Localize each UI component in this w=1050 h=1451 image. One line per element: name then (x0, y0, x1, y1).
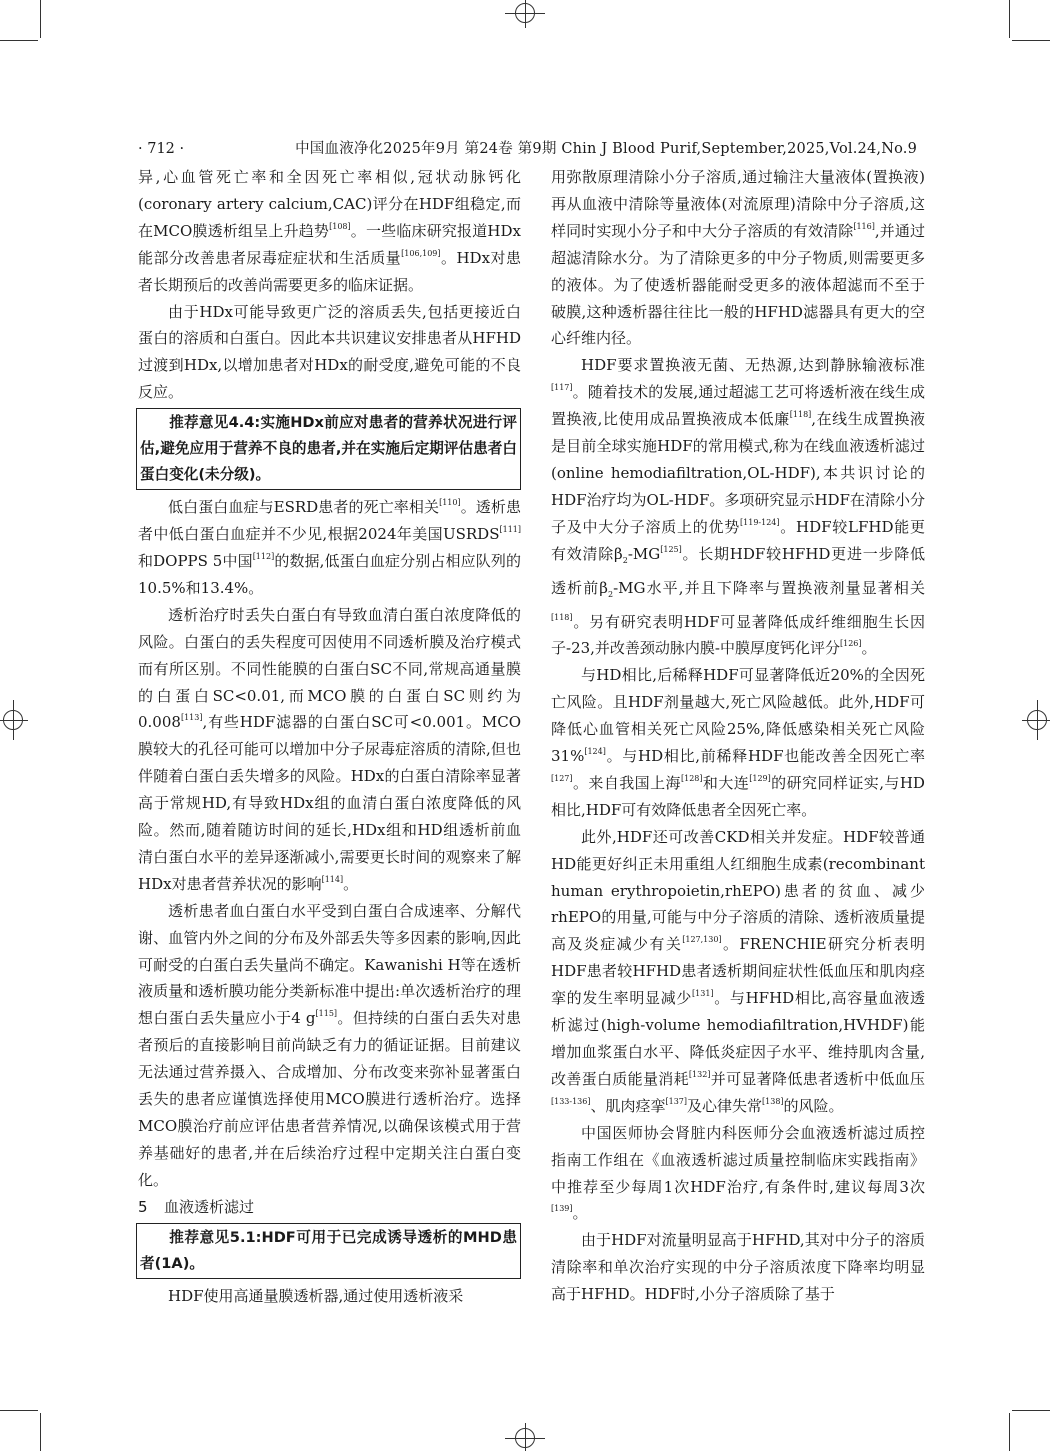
registration-mark-bottom (505, 1421, 545, 1451)
citation[interactable]: [124] (584, 747, 606, 757)
paragraph: 与HD相比,后稀释HDF可显著降低近20%的全因死亡风险。且HDF剂量越大,死亡风险越低。此外,HDF可降低心血管相关死亡风险25%,降低感染相关死亡风险31%[124]。与HD相比,前稀释HDF也能改善全因死亡率[127]。来自我国上海[128]和大连[129]的研究同样证实,与HD相比,HDF可有效降低患者全因死亡率。 (551, 666, 925, 819)
paragraph: 中国医师协会肾脏内科医师分会血液透析滤过质控指南工作组在《血液透析滤过质量控制临床实践指南》中推荐至少每周1次HDF治疗,有条件时,建议每周3次[139]。 (551, 1123, 925, 1223)
paragraph: HDF要求置换液无菌、无热源,达到静脉输液标准[117]。随着技术的发展,通过超滤工艺可将透析液在线生成置换液,比使用成品置换液成本低廉[118],在线生成置换液是目前全球实施HDF的常用模式,称为在线血液透析滤过(online hemodiafiltration,OL-HDF),本共识讨论的HDF治疗均为OL-HDF。多项研究显示HDF在清除小分子及中大分子溶质上的优势[119-124]。HDF较LFHD能更有效清除$\beta_2-MG[125]$。长期HDF较HFHD更进一步降低透析前$\beta_2-MG$水平,并且下降率与置换液剂量显著相关[118]。另有研究表明HDF可显著降低成纤维细胞生长因子-23,并改善颈动脉内膜-中膜厚度钙化评分[126]。 (551, 356, 925, 658)
left-column (138, 164, 521, 1310)
citation[interactable]: [116] (853, 221, 875, 231)
recommendation-box-4-4: 推荐意见4.4:实施HDx前应对患者的营养状况进行评估,避免应用于营养不良的患者,并在实施后定期评估患者白蛋白变化(未分级)。 (136, 408, 521, 490)
crop-mark (40, 0, 41, 38)
crop-mark (1009, 1413, 1010, 1451)
crop-mark (1012, 40, 1050, 41)
paragraph: 透析治疗时丢失白蛋白有导致血清白蛋白浓度降低的风险。白蛋白的丢失程度可因使用不同透析膜及治疗模式而有所区别。不同性能膜的白蛋白SC不同,常规高通量膜的白蛋白SC<0.01,而MCO膜的白蛋白SC则约为0.008[113],有些HDF滤器的白蛋白SC可<0.001。MCO膜较大的孔径可能可以增加中分子尿毒症溶质的清除,但也伴随着白蛋白丢失增多的风险。HDx的白蛋白清除率显著高于常规HD,有导致HDx组的血清白蛋白浓度降低的风险。然而,随着随访时间的延长,HDx组和HD组透析前血清白蛋白水平的差异逐渐减小,需要更长时间的观察来了解HDx对患者营养状况的影响[114]。 (138, 605, 521, 893)
paragraph: 由于HDF对流量明显高于HFHD,其对中分子的溶质清除率和单次治疗实现的中分子溶质浓度下降率均明显高于HFHD。HDF时,小分子溶质除了基于 (551, 1231, 925, 1304)
registration-mark-left (0, 700, 30, 740)
citation[interactable]: [111] (499, 525, 521, 535)
citation[interactable]: [119-124] (740, 517, 780, 527)
page-number: · 712 · (138, 141, 185, 157)
crop-mark (0, 40, 38, 41)
citation[interactable]: [118] (789, 410, 812, 420)
citation[interactable]: [114] (321, 874, 344, 884)
crop-mark (40, 1413, 41, 1451)
paragraph: HDF使用高通量膜透析器,通过使用透析液采 (168, 1286, 464, 1305)
citation[interactable]: [133-136] (551, 1096, 591, 1106)
journal-citation: 中国血液净化2025年9月 第24卷 第9期 Chin J Blood Purif,September,2025,Vol.24,No.9 (295, 141, 917, 157)
paragraph: 异,心血管死亡率和全因死亡率相似,冠状动脉钙化(coronary artery calcium,CAC)评分在HDF组稳定,而在MCO膜透析组呈上升趋势[108]。一些临床研究报道HDx能部分改善患者尿毒症症状和生活质量[106,109]。HDx对患者长期预后的改善尚需要更多的临床证据。 (138, 168, 521, 294)
recommendation-box-5-1: 推荐意见5.1:HDF可用于已完成诱导透析的MHD患者(1A)。 (136, 1223, 521, 1279)
right-column (551, 164, 925, 1308)
citation[interactable]: [139] (551, 1204, 573, 1214)
crop-mark (1009, 0, 1010, 38)
citation[interactable]: [106,109] (401, 248, 441, 258)
registration-mark-right (1020, 700, 1050, 740)
citation[interactable]: [118] (551, 612, 573, 622)
citation[interactable]: [138] (762, 1096, 784, 1106)
citation[interactable]: [115] (315, 1009, 338, 1019)
citation[interactable]: [110] (439, 498, 461, 508)
citation[interactable]: [126] (840, 639, 862, 649)
citation[interactable]: [132] (688, 1069, 711, 1079)
citation[interactable]: [108] (329, 221, 351, 231)
registration-mark-top (505, 0, 545, 30)
citation[interactable]: [129] (749, 773, 771, 783)
crop-mark (1012, 1410, 1050, 1411)
paragraph: 此外,HDF还可改善CKD相关并发症。HDF较普通HD能更好纠正未用重组人红细胞生成素(recombinant human erythropoietin,rhEPO)患者的贫血、减少rhEPO的用量,可能与中分子溶质的清除、透析液质量提高及炎症减少有关[127,130]。FRENCHIE研究分析表明HDF患者较HFHD患者透析期间症状性低血压和肌肉痉挛的发生率明显减少[131]。与HFHD相比,高容量血液透析滤过(high-volume hemodiafiltration,HVHDF)能增加血浆蛋白水平、降低炎症因子水平、维持肌肉含量,改善蛋白质能量消耗[132]并可显著降低患者透析中低血压[133-136]、肌肉痉挛[137]及心律失常[138]的风险。 (551, 827, 925, 1115)
paragraph: 低白蛋白血症与ESRD患者的死亡率相关[110]。透析患者中低白蛋白血症并不少见,根据2024年美国USRDS[111]和DOPPS 5中国[112]的数据,低蛋白血症分别占相应队列的10.5%和13.4%。 (138, 498, 521, 597)
paragraph: 用弥散原理清除小分子溶质,通过输注大量液体(置换液)再从血液中清除等量液体(对流原理)清除中分子溶质,这样同时实现小分子和中大分子溶质的有效清除[116],并通过超滤清除水分。为了清除更多的中分子物质,则需要更多的液体。为了使透析器能耐受更多的液体超滤而不至于破膜,这种透析器往往比一般的HFHD滤器具有更大的空心纤维内径。 (551, 168, 925, 348)
citation[interactable]: [128] (680, 773, 703, 783)
paragraph: 透析患者血白蛋白水平受到白蛋白合成速率、分解代谢、血管内外之间的分布及外部丢失等多因素的影响,因此可耐受的白蛋白丢失量尚不确定。Kawanishi H等在透析液质量和透析膜功能分类新标准中提出:单次透析治疗的理想白蛋白丢失量应小于4 g[115]。但持续的白蛋白丢失对患者预后的直接影响目前尚缺乏有力的循证证据。目前建议无法通过营养摄入、合成增加、分布改变来弥补显著蛋白丢失的患者应谨慎选择使用MCO膜进行透析治疗。选择MCO膜治疗前应评估患者营养情况,以确保该模式用于营养基础好的患者,并在后续治疗过程中定期关注白蛋白变化。 (138, 901, 521, 1189)
section-heading: 5 血液透析滤过 (138, 1197, 255, 1216)
citation[interactable]: [127] (551, 773, 573, 783)
citation[interactable]: [131] (692, 989, 714, 999)
running-header (138, 138, 917, 160)
citation[interactable]: [127,130] (682, 935, 722, 945)
citation[interactable]: [125] (660, 544, 682, 554)
citation[interactable]: [117] (551, 383, 573, 393)
citation[interactable]: [113] (180, 713, 203, 723)
crop-mark (0, 1410, 38, 1411)
citation[interactable]: [137] (665, 1096, 688, 1106)
citation[interactable]: [112] (252, 551, 275, 561)
paragraph: 由于HDx可能导致更广泛的溶质丢失,包括更接近白蛋白的溶质和白蛋白。因此本共识建议安排患者从HFHD过渡到HDx,以增加患者对HDx的耐受度,避免可能的不良反应。 (138, 302, 521, 402)
